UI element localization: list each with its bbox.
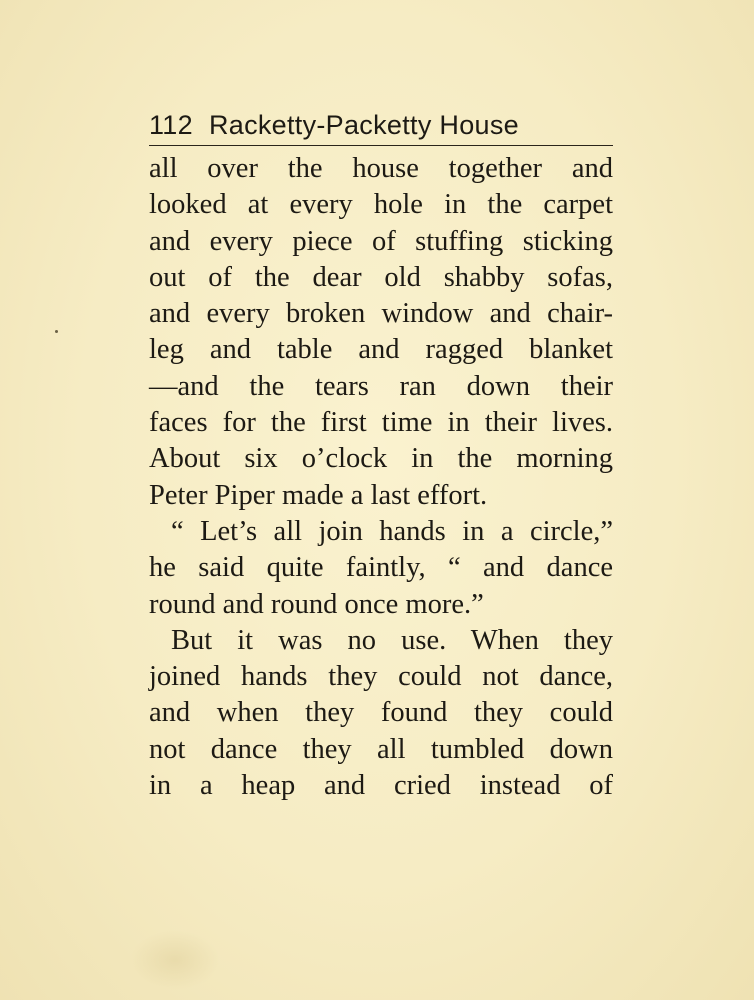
text-line: joined hands they could not dance, bbox=[149, 661, 613, 693]
text-line: in a heap and cried instead of bbox=[149, 770, 613, 802]
text-line: all over the house together and bbox=[149, 153, 613, 184]
running-head bbox=[149, 108, 613, 142]
text-line: he said quite faintly, “ and dance bbox=[149, 552, 613, 584]
text-line: Peter Piper made a last effort. bbox=[149, 479, 488, 511]
text-line: and when they found they could bbox=[149, 697, 613, 729]
page-number: 112 bbox=[149, 110, 193, 140]
paper-stain bbox=[130, 930, 220, 990]
text-line: and every broken window and chair- bbox=[149, 298, 613, 330]
text-line: out of the dear old shabby sofas, bbox=[149, 261, 613, 293]
text-line: looked at every hole in the carpet bbox=[149, 189, 613, 221]
text-line: not dance they all tumbled down bbox=[149, 733, 613, 765]
body-text bbox=[149, 151, 613, 804]
running-title: Racketty-Packetty House bbox=[208, 110, 519, 140]
text-line: and every piece of stuffing sticking bbox=[149, 225, 613, 257]
text-line: —and the tears ran down their bbox=[149, 370, 613, 402]
header-rule bbox=[149, 145, 613, 146]
text-line: round and round once more.” bbox=[149, 588, 484, 620]
text-line: About six o’clock in the morning bbox=[149, 443, 613, 475]
text-line: “ Let’s all join hands in a circle,” bbox=[171, 515, 613, 547]
text-line: faces for the first time in their lives. bbox=[149, 407, 613, 439]
text-line: But it was no use. When they bbox=[171, 624, 613, 656]
text-line: leg and table and ragged blanket bbox=[149, 334, 613, 366]
paper-speck bbox=[55, 330, 58, 333]
